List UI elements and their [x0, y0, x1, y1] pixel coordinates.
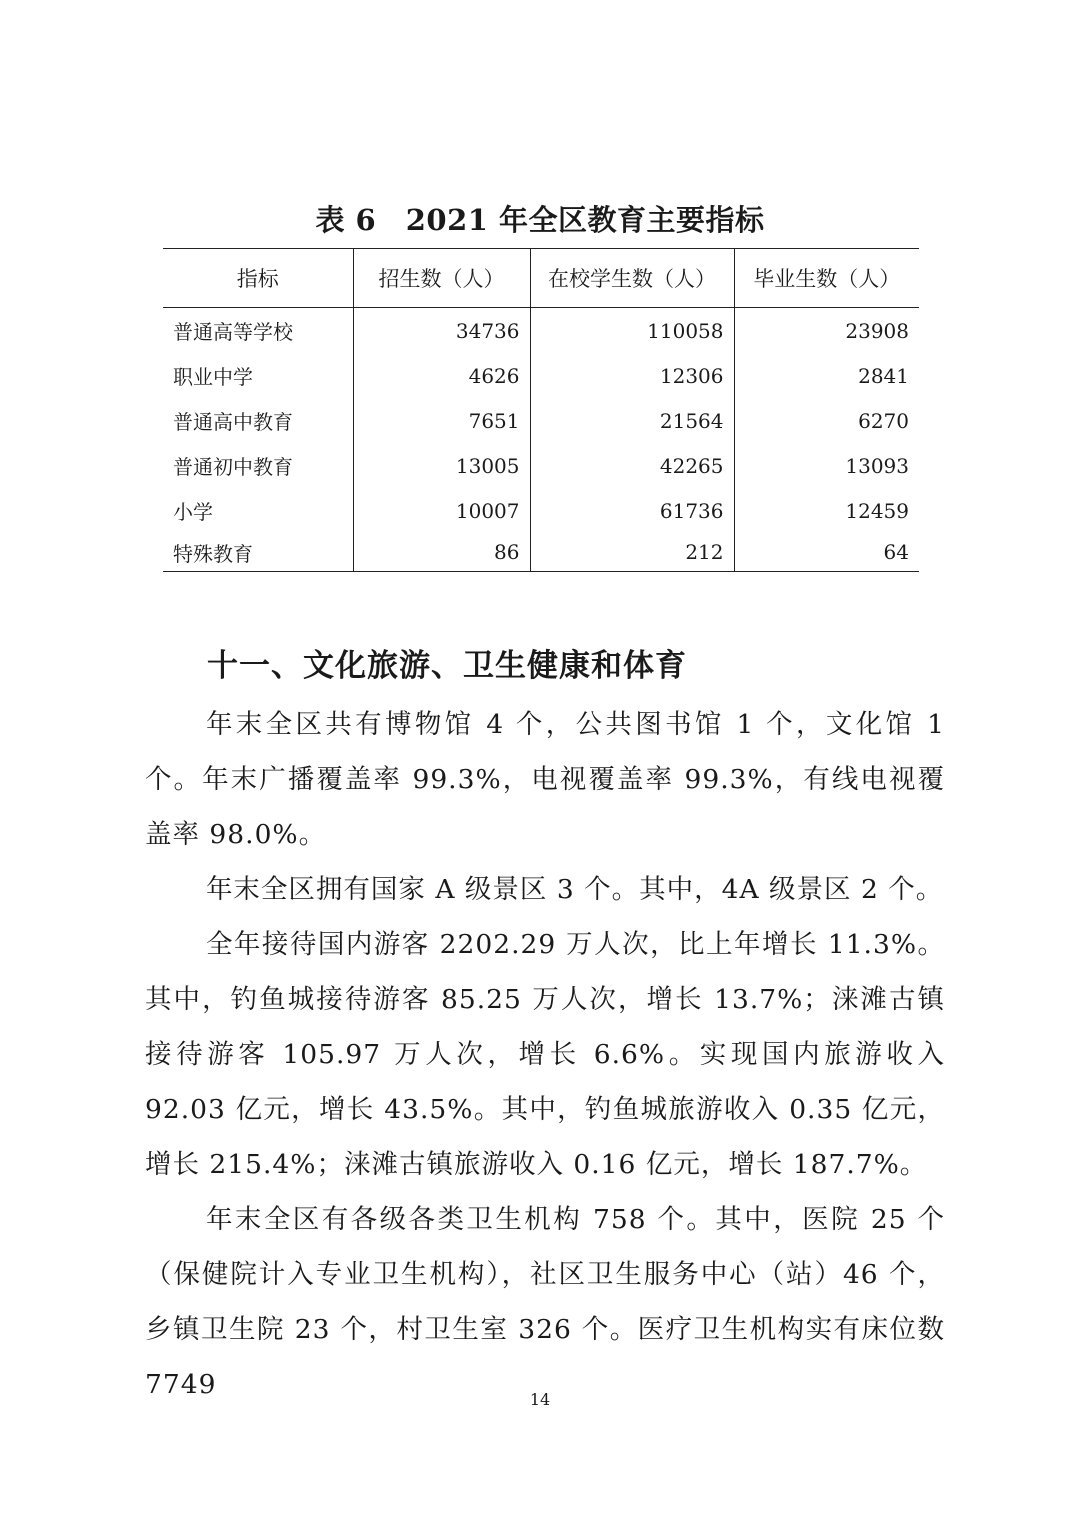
paragraph-tourism: 全年接待国内游客 2202.29 万人次，比上年增长 11.3%。其中，钓鱼城接待游客 85.25 万人次，增长 13.7%；涞滩古镇接待游客 105.97 万人次，增长 6.6%。实现国内旅游收入 92.03 亿元，增长 43.5%。其中，钓鱼城旅游收入 0.35 亿元，增长 215.4%；涞滩古镇旅游收入 0.16 亿元，增长 187.7%。 — [145, 929, 945, 1180]
table-row — [163, 488, 919, 533]
education-indicators-table — [163, 248, 919, 572]
row-name: 普通初中教育 — [173, 455, 293, 479]
page-number: 14 — [529, 1390, 551, 1409]
section-heading: 十一、文化旅游、卫生健康和体育 — [207, 648, 687, 684]
row-graduates: 2841 — [734, 353, 919, 398]
row-graduates: 13093 — [734, 443, 919, 488]
table-caption: 表 6 2021 年全区教育主要指标 — [315, 203, 765, 237]
row-enrolled: 34736 — [353, 308, 530, 354]
table-row — [163, 308, 919, 354]
row-students: 21564 — [530, 398, 734, 443]
paragraph-culture: 年末全区共有博物馆 4 个，公共图书馆 1 个，文化馆 1 个。年末广播覆盖率 99.3%，电视覆盖率 99.3%，有线电视覆盖率 98.0%。 — [145, 709, 945, 850]
row-graduates: 64 — [734, 533, 919, 572]
row-enrolled: 13005 — [353, 443, 530, 488]
header-indicator: 指标 — [163, 249, 353, 308]
header-students: 在校学生数（人） — [530, 249, 734, 308]
row-name: 小学 — [173, 500, 213, 524]
row-name: 职业中学 — [173, 365, 253, 389]
row-students: 12306 — [530, 353, 734, 398]
row-students: 212 — [530, 533, 734, 572]
table-row — [163, 398, 919, 443]
row-enrolled: 10007 — [353, 488, 530, 533]
row-graduates: 23908 — [734, 308, 919, 354]
table-row — [163, 533, 919, 572]
row-students: 110058 — [530, 308, 734, 354]
table-row — [163, 443, 919, 488]
row-students: 61736 — [530, 488, 734, 533]
header-enrolled: 招生数（人） — [353, 249, 530, 308]
table-header-row — [163, 249, 919, 308]
paragraph-health: 年末全区有各级各类卫生机构 758 个。其中，医院 25 个（保健院计入专业卫生机构），社区卫生服务中心（站）46 个，乡镇卫生院 23 个，村卫生室 326 个。医疗卫生机构实有床位数 7749 — [145, 1204, 945, 1400]
row-name: 普通高等学校 — [173, 320, 293, 344]
section-body — [145, 697, 945, 1412]
row-enrolled: 86 — [353, 533, 530, 572]
row-name: 特殊教育 — [163, 533, 353, 572]
row-graduates: 12459 — [734, 488, 919, 533]
row-enrolled: 7651 — [353, 398, 530, 443]
row-enrolled: 4626 — [353, 353, 530, 398]
row-name: 普通高中教育 — [173, 410, 293, 434]
header-graduates: 毕业生数（人） — [734, 249, 919, 308]
table-row — [163, 353, 919, 398]
row-graduates: 6270 — [734, 398, 919, 443]
row-students: 42265 — [530, 443, 734, 488]
paragraph-scenic-areas: 年末全区拥有国家 A 级景区 3 个。其中，4A 级景区 2 个。 — [205, 874, 944, 905]
